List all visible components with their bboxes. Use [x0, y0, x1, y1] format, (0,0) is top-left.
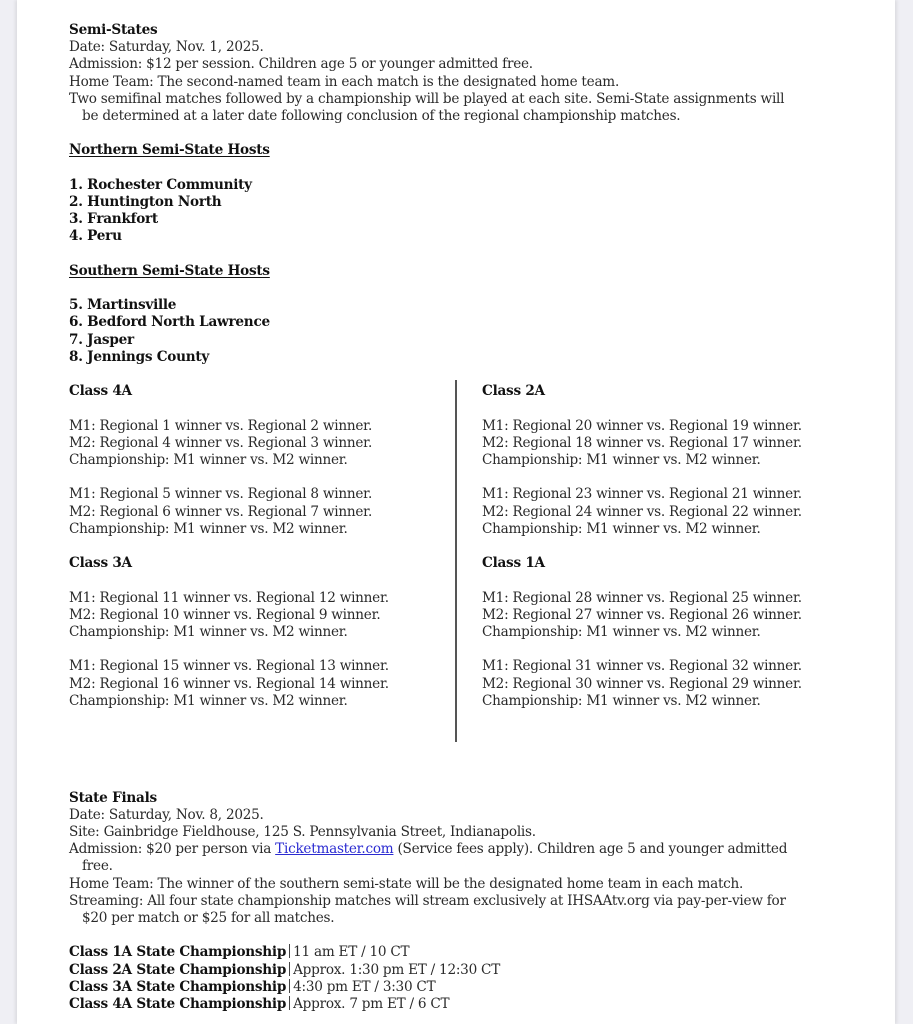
schedule-row: [69, 944, 869, 961]
semi-states-section: [69, 22, 869, 383]
class-2a-title: Class 2A: [482, 383, 545, 400]
host-list-item: 5. Martinsville: [69, 297, 177, 314]
semi-states-title: Semi-States: [69, 22, 158, 38]
match-line: Championship: M1 winner vs. M2 winner.: [482, 451, 761, 468]
match-line: M2: Regional 24 winner vs. Regional 22 winner.: [482, 503, 802, 520]
match-line: Championship: M1 winner vs. M2 winner.: [69, 692, 348, 709]
semi-states-home-team: Home Team: The second-named team in each match is the designated home team.: [69, 73, 620, 90]
schedule-row: [69, 979, 869, 996]
column-divider: [455, 380, 457, 742]
schedule-row: [69, 996, 869, 1013]
host-list-item: 6. Bedford North Lawrence: [69, 314, 270, 331]
northern-hosts-heading: Northern Semi-State Hosts: [69, 142, 270, 159]
semi-states-date: Date: Saturday, Nov. 1, 2025.: [69, 39, 264, 56]
match-line: M2: Regional 18 winner vs. Regional 17 winner.: [482, 434, 802, 451]
separator: [289, 962, 290, 976]
schedule-row: [69, 962, 869, 979]
admission-prefix: Admission: $20 per person via: [69, 841, 276, 858]
match-line: M1: Regional 28 winner vs. Regional 25 winner.: [482, 589, 802, 606]
class-3a-block: [69, 555, 389, 710]
host-list-item: 8. Jennings County: [69, 348, 210, 365]
match-line: Championship: M1 winner vs. M2 winner.: [482, 623, 761, 640]
document-page: [17, 0, 895, 1024]
separator: [289, 996, 290, 1010]
schedule-label: Class 4A State Championship: [69, 995, 287, 1012]
bracket-column-right: [482, 383, 802, 710]
match-line: M1: Regional 11 winner vs. Regional 12 winner.: [69, 589, 389, 606]
schedule-label: Class 3A State Championship: [69, 978, 287, 995]
class-4a-title: Class 4A: [69, 383, 132, 400]
admission-suffix: (Service fees apply). Children age 5 and younger admitted: [393, 841, 788, 858]
ticketmaster-link[interactable]: Ticketmaster.com: [275, 841, 394, 858]
state-finals-home-team: Home Team: The winner of the southern semi-state will be the designated home team in each match.: [69, 875, 744, 892]
match-line: M2: Regional 27 winner vs. Regional 26 winner.: [482, 606, 802, 623]
match-line: M1: Regional 31 winner vs. Regional 32 winner.: [482, 658, 802, 675]
schedule-label: Class 2A State Championship: [69, 961, 287, 978]
championship-schedule: [69, 944, 869, 1013]
match-line: M1: Regional 1 winner vs. Regional 2 winner.: [69, 417, 373, 434]
class-1a-block: [482, 555, 802, 710]
class-2a-block: [482, 383, 802, 555]
host-list-item: 4. Peru: [69, 228, 122, 245]
schedule-time: 4:30 pm ET / 3:30 CT: [293, 978, 436, 995]
schedule-time: Approx. 1:30 pm ET / 12:30 CT: [293, 961, 501, 978]
match-line: M1: Regional 15 winner vs. Regional 13 winner.: [69, 658, 389, 675]
host-list-item: 1. Rochester Community: [69, 176, 252, 193]
schedule-label: Class 1A State Championship: [69, 944, 287, 961]
semi-states-admission: Admission: $12 per session. Children age 5 or younger admitted free.: [69, 56, 533, 73]
host-list-item: 7. Jasper: [69, 331, 134, 348]
semi-states-format: Two semifinal matches followed by a championship will be played at each site. Semi-State assignments will: [69, 90, 785, 107]
state-finals-site: Site: Gainbridge Fieldhouse, 125 S. Pennsylvania Street, Indianapolis.: [69, 823, 536, 840]
match-line: M1: Regional 5 winner vs. Regional 8 winner.: [69, 486, 373, 503]
schedule-time: Approx. 7 pm ET / 6 CT: [293, 995, 450, 1012]
state-finals-title: State Finals: [69, 789, 157, 806]
class-4a-block: [69, 383, 389, 555]
separator: [289, 944, 290, 958]
state-finals-admission-cont: free.: [82, 858, 113, 875]
match-line: Championship: M1 winner vs. M2 winner.: [482, 692, 761, 709]
match-line: Championship: M1 winner vs. M2 winner.: [482, 520, 761, 537]
match-line: Championship: M1 winner vs. M2 winner.: [69, 520, 348, 537]
match-line: M2: Regional 4 winner vs. Regional 3 winner.: [69, 434, 373, 451]
bracket-column-left: [69, 383, 389, 710]
state-finals-streaming-cont: $20 per match or $25 for all matches.: [82, 909, 335, 926]
class-1a-title: Class 1A: [482, 555, 545, 572]
match-line: M2: Regional 10 winner vs. Regional 9 winner.: [69, 606, 381, 623]
match-line: M2: Regional 16 winner vs. Regional 14 winner.: [69, 675, 389, 692]
southern-hosts-heading: Southern Semi-State Hosts: [69, 262, 270, 279]
match-line: M1: Regional 23 winner vs. Regional 21 winner.: [482, 486, 802, 503]
match-line: M1: Regional 20 winner vs. Regional 19 winner.: [482, 417, 802, 434]
match-line: Championship: M1 winner vs. M2 winner.: [69, 451, 348, 468]
semi-states-format-cont: be determined at a later date following conclusion of the regional championship matches.: [82, 108, 681, 125]
state-finals-streaming: Streaming: All four state championship matches will stream exclusively at IHSAAtv.org via pay-per-view for: [69, 892, 786, 909]
state-finals-section: [69, 790, 869, 1014]
separator: [289, 979, 290, 993]
state-finals-admission: [69, 841, 869, 858]
schedule-time: 11 am ET / 10 CT: [293, 944, 410, 961]
class-3a-title: Class 3A: [69, 555, 132, 572]
class-brackets: [69, 383, 869, 755]
host-list-item: 3. Frankfort: [69, 211, 158, 228]
host-list-item: 2. Huntington North: [69, 194, 222, 210]
match-line: M2: Regional 6 winner vs. Regional 7 winner.: [69, 503, 373, 520]
document-content: [69, 22, 869, 1013]
match-line: Championship: M1 winner vs. M2 winner.: [69, 623, 348, 640]
match-line: M2: Regional 30 winner vs. Regional 29 winner.: [482, 675, 802, 692]
state-finals-date: Date: Saturday, Nov. 8, 2025.: [69, 806, 264, 823]
